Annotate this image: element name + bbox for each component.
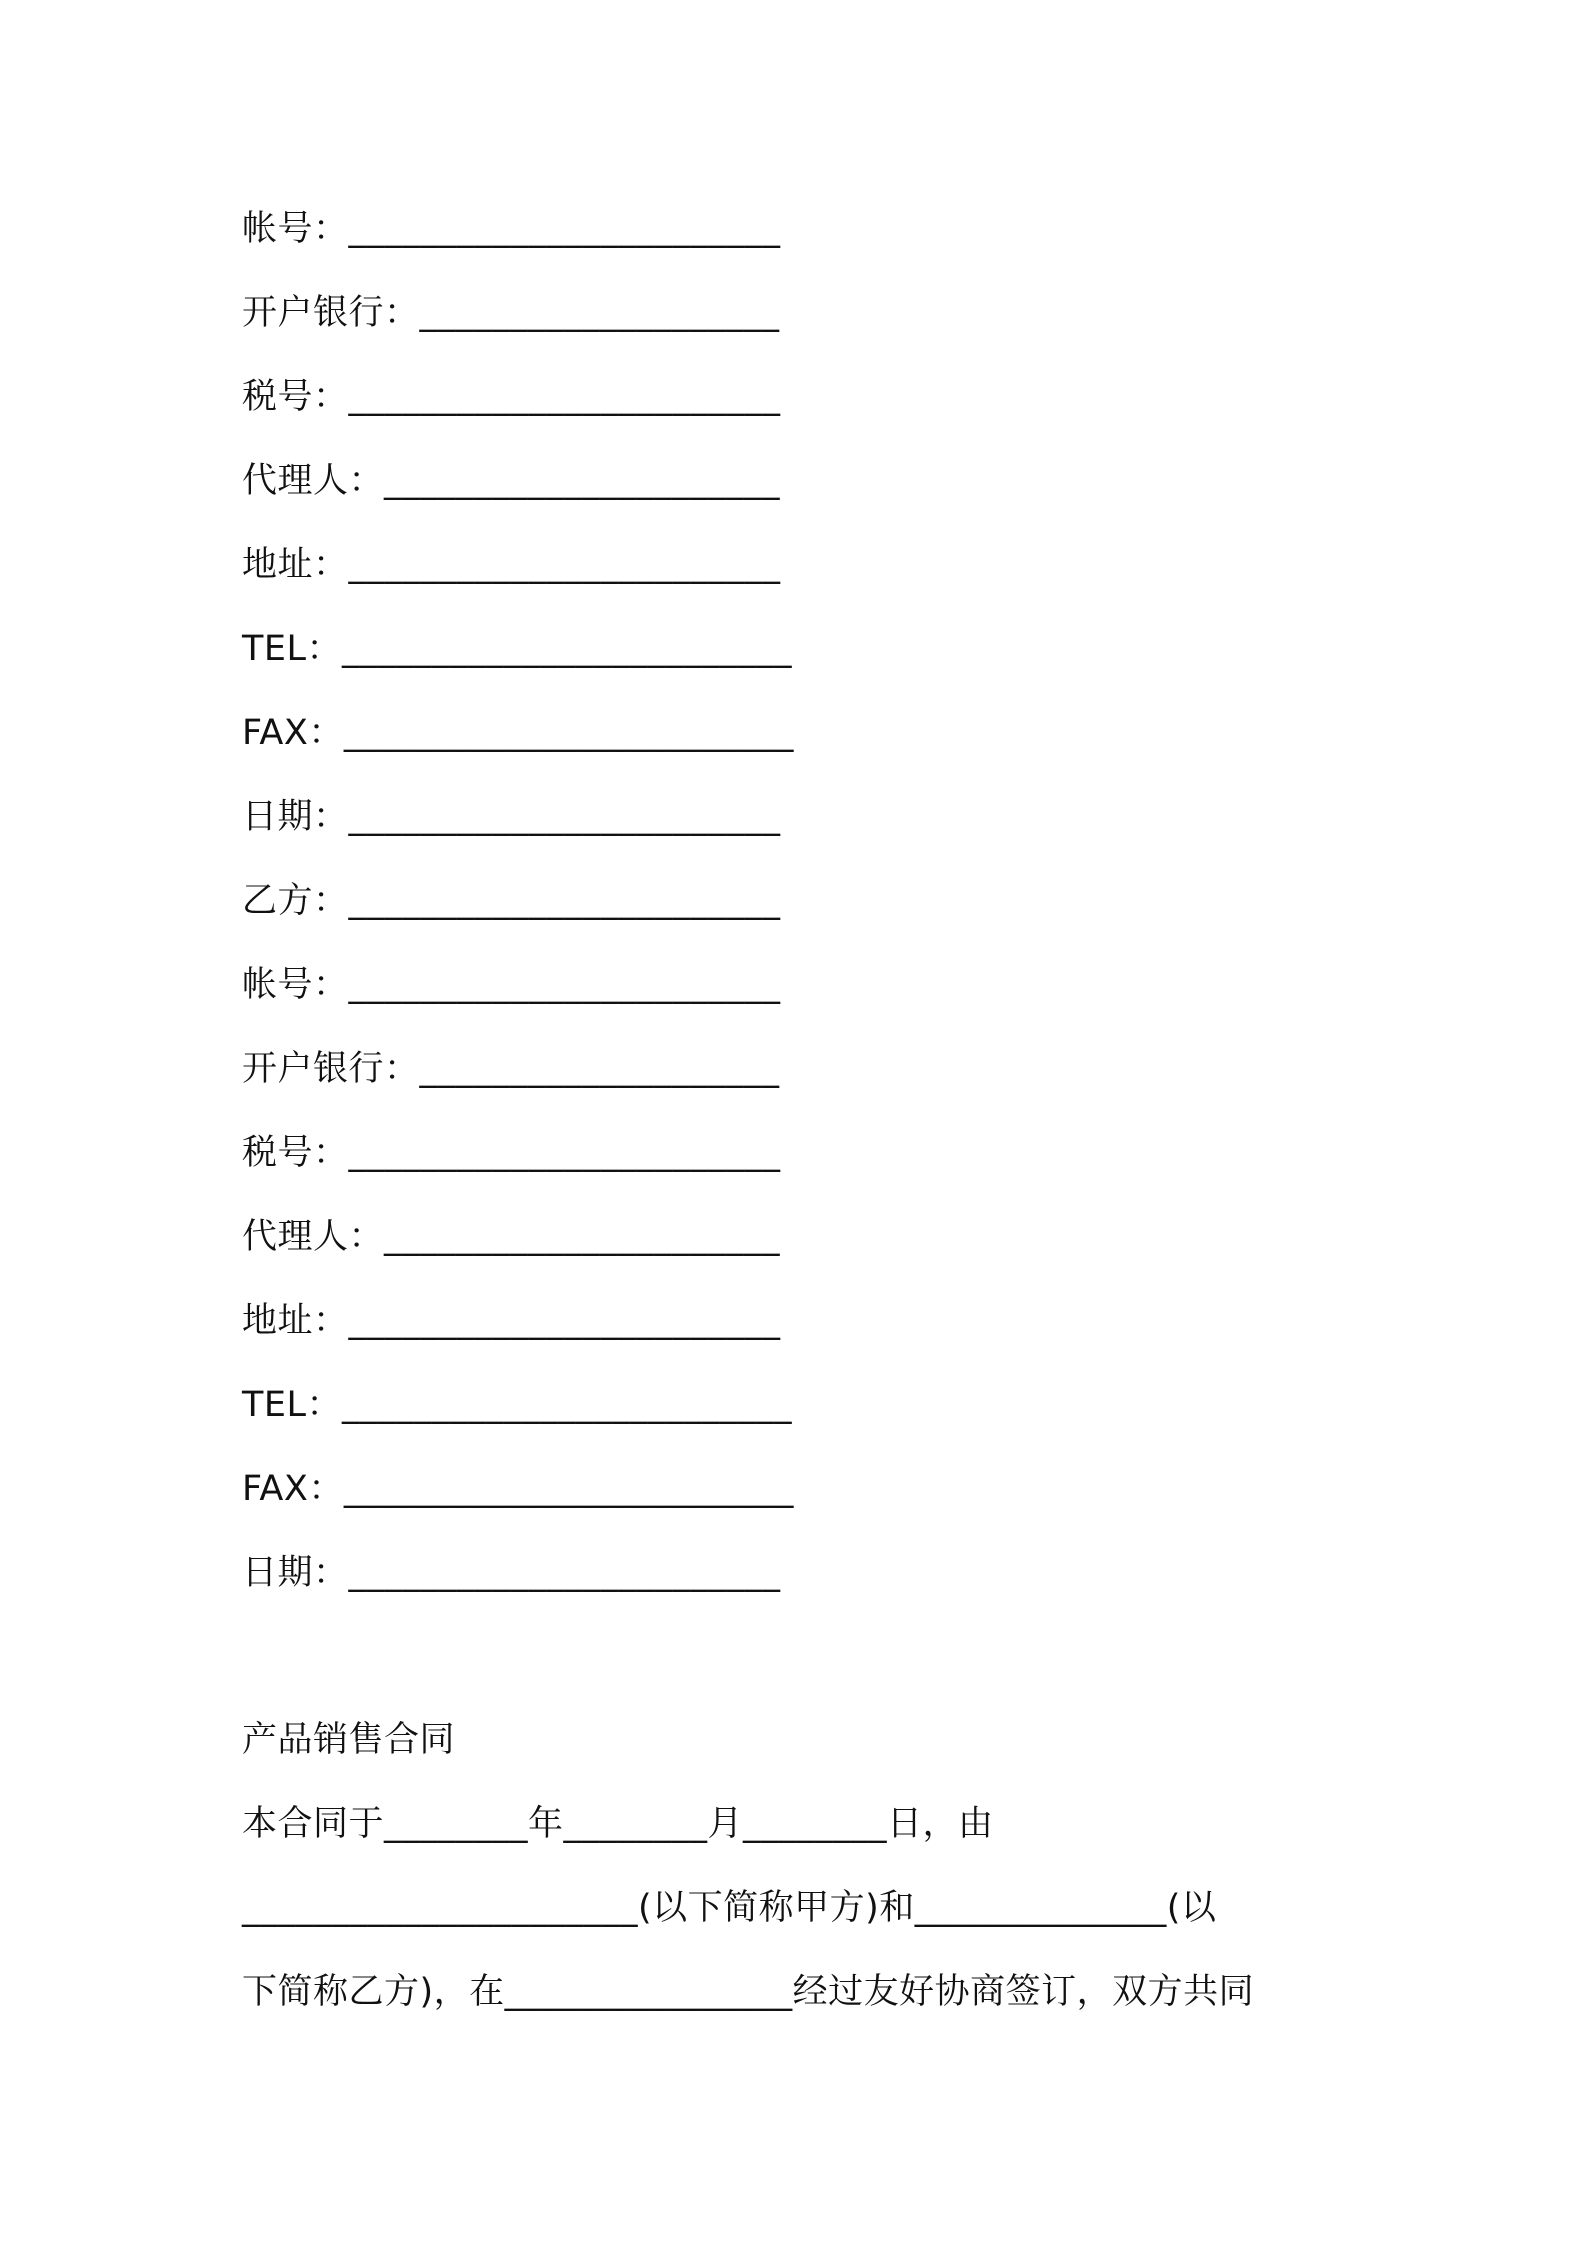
- address-field-a: 地址：________________________: [242, 545, 781, 585]
- account-field-b: 帐号：________________________: [242, 965, 781, 1005]
- fax-field-a: FAX：_________________________: [242, 713, 794, 753]
- address-field-b: 地址：________________________: [242, 1301, 781, 1341]
- account-field-a: 帐号：________________________: [242, 209, 781, 249]
- tel-field-b: TEL：_________________________: [242, 1385, 792, 1425]
- tel-field-a: TEL：_________________________: [242, 629, 792, 669]
- agent-field-a: 代理人：______________________: [242, 461, 781, 501]
- contract-paragraph-line: ______________________(以下简称甲方)和______________(以: [242, 1888, 1217, 1928]
- date-field-b: 日期：________________________: [242, 1553, 781, 1593]
- agent-field-b: 代理人：______________________: [242, 1217, 781, 1257]
- fax-field-b: FAX：_________________________: [242, 1469, 794, 1509]
- bank-field-a: 开户银行：____________________: [242, 293, 780, 333]
- tax-id-field-a: 税号：________________________: [242, 377, 781, 417]
- date-field-a: 日期：________________________: [242, 797, 781, 837]
- contract-paragraph-line: 下简称乙方)，在________________经过友好协商签订，双方共同: [242, 1972, 1255, 2012]
- tax-id-field-b: 税号：________________________: [242, 1133, 781, 1173]
- contract-paragraph-line: 本合同于________年________月________日，由: [242, 1804, 994, 1844]
- bank-field-b: 开户银行：____________________: [242, 1049, 780, 1089]
- contract-title: 产品销售合同: [242, 1720, 456, 1760]
- party-b-field: 乙方：________________________: [242, 881, 781, 921]
